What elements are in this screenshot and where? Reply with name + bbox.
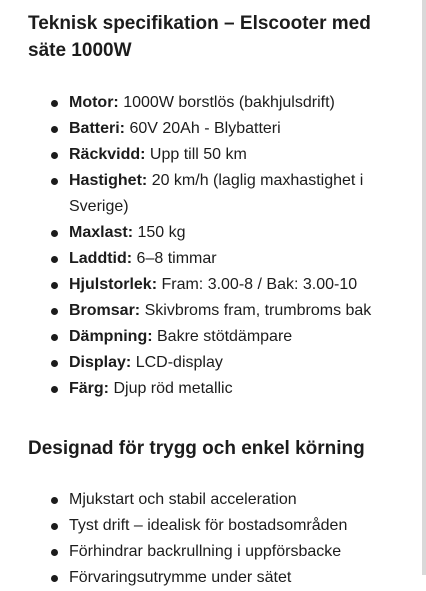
spec-label: Räckvidd: <box>69 146 146 163</box>
spec-label: Hjulstorlek: <box>69 276 158 293</box>
spec-item-charge-time <box>28 246 414 272</box>
spec-list <box>28 90 414 402</box>
spec-label: Dämpning: <box>69 328 153 345</box>
spec-label: Batteri: <box>69 120 126 137</box>
spec-value: 150 kg <box>137 224 186 241</box>
page-edge-divider <box>422 0 426 575</box>
feature-item: Tyst drift – idealisk för bostadsområden <box>28 513 414 539</box>
spec-item-display <box>28 350 414 376</box>
features-heading: Designad för trygg och enkel körning <box>28 438 365 459</box>
product-description <box>28 10 414 591</box>
feature-item: Mjukstart och stabil acceleration <box>28 487 414 513</box>
feature-item: Förvaringsutrymme under sätet <box>28 565 414 591</box>
spec-label: Maxlast: <box>69 224 134 241</box>
spec-item-suspension <box>28 324 414 350</box>
spec-value: 20 km/h (laglig maxhastighet i Sverige) <box>69 172 364 215</box>
spec-value: Bakre stötdämpare <box>157 328 293 345</box>
spec-item-color <box>28 376 414 402</box>
spec-value: Upp till 50 km <box>149 146 247 163</box>
spec-value: LCD-display <box>135 354 223 371</box>
spec-value: Skivbroms fram, trumbroms bak <box>144 302 372 319</box>
spec-label: Laddtid: <box>69 250 133 267</box>
spec-item-speed <box>28 168 414 220</box>
spec-label: Färg: <box>69 380 109 397</box>
feature-list <box>28 487 414 591</box>
spec-item-max-load <box>28 220 414 246</box>
spec-label: Bromsar: <box>69 302 141 319</box>
spec-value: Fram: 3.00-8 / Bak: 3.00-10 <box>161 276 358 293</box>
feature-item: Förhindrar backrullning i uppförsbacke <box>28 539 414 565</box>
spec-item-wheel-size <box>28 272 414 298</box>
spec-item-battery <box>28 116 414 142</box>
spec-label: Motor: <box>69 94 119 111</box>
spec-heading: Teknisk specifikation – Elscooter med säte 1000W <box>28 13 371 61</box>
spec-value: Djup röd metallic <box>113 380 233 397</box>
spec-value: 6–8 timmar <box>136 250 217 267</box>
spec-value: 1000W borstlös (bakhjulsdrift) <box>123 94 335 111</box>
spec-item-range <box>28 142 414 168</box>
spec-label: Hastighet: <box>69 172 148 189</box>
spec-item-brakes <box>28 298 414 324</box>
spec-value: 60V 20Ah - Blybatteri <box>129 120 281 137</box>
spec-item-motor <box>28 90 414 116</box>
spec-label: Display: <box>69 354 132 371</box>
